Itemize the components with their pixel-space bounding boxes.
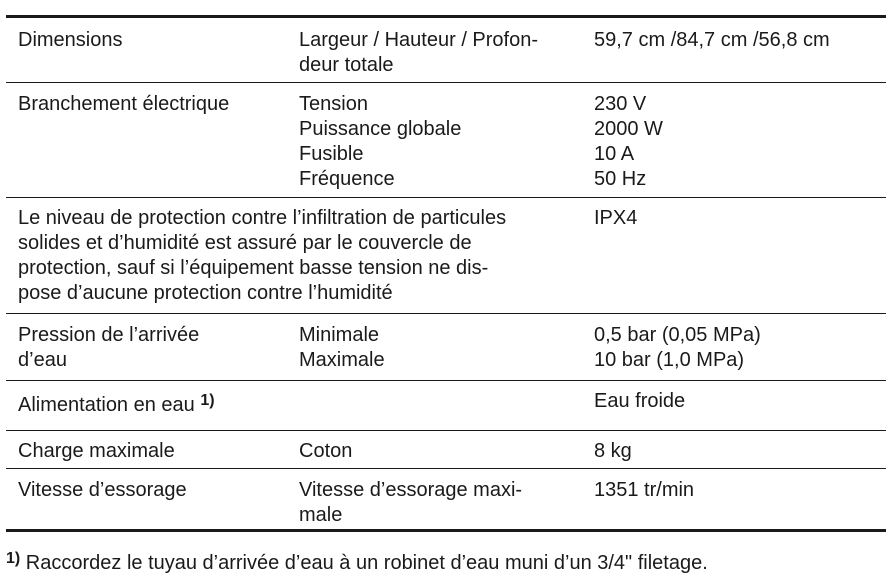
footnote-mark: 1)	[6, 550, 21, 567]
specifications-table	[6, 15, 886, 532]
parameter-line: deur totale	[299, 54, 394, 76]
table-row-protection	[6, 198, 886, 314]
row-value	[580, 28, 886, 53]
table-row-dimensions	[6, 18, 886, 83]
parameter-line: Puissance globale	[299, 118, 462, 140]
footnote	[6, 551, 708, 576]
label-line: Pression de l’arrivée	[18, 324, 200, 346]
value-line: 10 A	[594, 143, 635, 165]
value-line: 2000 W	[594, 118, 663, 140]
description-line: solides et d’humidité est assuré par le couvercle de	[18, 232, 472, 254]
row-value	[580, 323, 886, 373]
table-row-spin-speed	[6, 469, 886, 529]
row-value: IPX4	[594, 207, 638, 229]
table-row-max-load	[6, 431, 886, 469]
row-label: Dimensions	[18, 29, 123, 51]
parameter-line: Fréquence	[299, 168, 395, 190]
parameter-line: Vitesse d’essorage maxi-	[299, 479, 523, 501]
table-row-electrical	[6, 83, 886, 198]
row-label	[6, 323, 285, 373]
row-parameter	[285, 478, 580, 528]
row-label: Branchement électrique	[18, 93, 230, 115]
table-row-water-supply	[6, 381, 886, 431]
parameter-line: Fusible	[299, 143, 364, 165]
row-parameter	[285, 28, 580, 78]
row-value	[580, 92, 886, 192]
row-parameter	[285, 92, 580, 192]
row-value: Eau froide	[594, 390, 686, 412]
value-line: 230 V	[594, 93, 647, 115]
footnote-text: Raccordez le tuyau d’arrivée d’eau à un robinet d’eau muni d’un 3/4" filetage.	[20, 552, 708, 574]
row-value: 1351 tr/min	[594, 479, 695, 501]
description-line: Le niveau de protection contre l’infiltration de particules	[18, 207, 507, 229]
parameter-line: Minimale	[299, 324, 380, 346]
value-line: 50 Hz	[594, 168, 647, 190]
footnote-reference: 1)	[200, 392, 215, 409]
parameter-line: male	[299, 504, 343, 526]
label-line: d’eau	[18, 349, 67, 371]
value-line: 10 bar (1,0 MPa)	[594, 349, 745, 371]
value-line: 0,5 bar (0,05 MPa)	[594, 324, 761, 346]
protection-description	[6, 206, 580, 306]
row-parameter: Coton	[299, 440, 353, 462]
parameter-line: Maximale	[299, 349, 385, 371]
row-label: Vitesse d’essorage	[18, 479, 187, 501]
value-line: 59,7 cm /84,7 cm /56,8 cm	[594, 29, 830, 51]
row-value: 8 kg	[594, 440, 632, 462]
label-text: Alimentation en eau	[18, 394, 195, 416]
table-row-water-pressure	[6, 314, 886, 381]
parameter-line: Largeur / Hauteur / Profon-	[299, 29, 539, 51]
row-parameter	[285, 323, 580, 373]
row-label: Charge maximale	[18, 440, 175, 462]
description-line: pose d’aucune protection contre l’humidité	[18, 282, 393, 304]
parameter-line: Tension	[299, 93, 368, 115]
row-label	[6, 389, 285, 418]
description-line: protection, sauf si l’équipement basse tension ne dis-	[18, 257, 489, 279]
